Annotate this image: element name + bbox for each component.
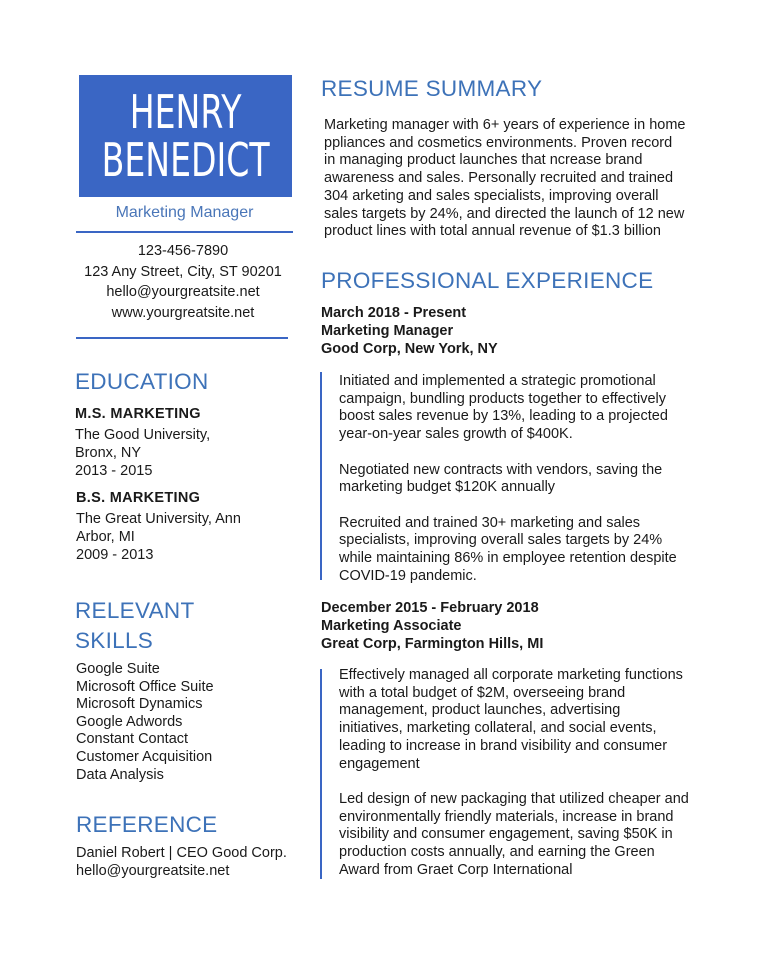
divider (76, 231, 293, 233)
list-item: Google Adwords (76, 713, 183, 730)
summary-line: sales targets by 24%, and directed the launch of 12 new (324, 205, 685, 222)
paragraph-gap (339, 497, 677, 515)
description-line: production costs annually, and earning the Green (339, 844, 655, 861)
paragraph-gap (339, 444, 677, 462)
summary-line: ppliances and cosmetics environments. Proven record (324, 134, 673, 151)
reference-email: hello@yourgreatsite.net (76, 863, 230, 879)
description-line: Award from Graet Corp International (339, 861, 573, 878)
job-description (339, 667, 689, 879)
summary-line: Marketing manager with 6+ years of experience in home (324, 117, 686, 133)
job-title: Marketing Manager (115, 204, 254, 221)
description-line: boost sales revenue by 13%, leading to a projected (339, 408, 668, 425)
job-title: Marketing Associate (321, 618, 462, 634)
divider (76, 337, 288, 339)
description-line: management, product launches, advertising (339, 702, 621, 719)
description-line: initiatives, marketing collateral, and social events, (339, 720, 657, 737)
description-line: Effectively managed all corporate marketing functions (339, 667, 683, 683)
phone: 123-456-7890 (137, 243, 229, 259)
description-line: leading to increase in brand visibility and consumer (339, 737, 668, 754)
job-description (339, 373, 677, 585)
description-line: with a total budget of $2M, overseeing brand (339, 684, 626, 701)
list-item: Data Analysis (76, 766, 164, 783)
summary-line: in managing product launches that ncrease brand (324, 152, 643, 169)
job-dates: December 2015 - February 2018 (321, 600, 539, 616)
summary-line: awareness and sales. Personally recruited and trained (324, 170, 674, 187)
job-header (321, 304, 498, 358)
reference-block (76, 844, 287, 880)
list-item: Google Suite (76, 661, 160, 677)
skills-heading (75, 596, 195, 656)
list-item: Constant Contact (76, 731, 189, 748)
last-name: BENEDICT (101, 133, 270, 187)
contact-block (76, 241, 290, 323)
school: The Good University, (75, 427, 211, 443)
job-accent-bar (320, 669, 322, 879)
paragraph-gap (339, 773, 689, 791)
degree: B.S. MARKETING (76, 490, 201, 506)
email: hello@yourgreatsite.net (106, 284, 260, 300)
name-banner (79, 75, 292, 197)
description-line: year-on-year sales growth of $400K. (339, 426, 573, 443)
job-title: Marketing Manager (321, 323, 454, 339)
skills-heading-line1: RELEVANT (75, 598, 195, 623)
description-line: visibility and consumer engagement, saving $50K in (339, 826, 673, 843)
description-line: specialists, improving overall sales targets by 24% (339, 532, 663, 549)
education-entry (76, 490, 241, 564)
summary-heading: RESUME SUMMARY (321, 76, 543, 101)
description-line: Negotiated new contracts with vendors, saving the (339, 461, 663, 478)
description-line: marketing budget $120K annually (339, 479, 556, 496)
summary-text (324, 117, 694, 241)
description-line: Led design of new packaging that utilized cheaper and (339, 790, 689, 807)
list-item: Customer Acquisition (76, 748, 213, 765)
description-line: campaign, bundling products together to effectively (339, 390, 666, 407)
description-line: Recruited and trained 30+ marketing and sales (339, 514, 641, 531)
summary-line: 304 arketing and sales specialists, improving overall (324, 187, 659, 204)
job-accent-bar (320, 372, 322, 580)
school-location: Arbor, MI (76, 529, 135, 545)
job-dates: March 2018 - Present (321, 305, 467, 321)
education-entry (75, 406, 210, 480)
reference-heading: REFERENCE (76, 812, 218, 837)
skills-heading-line2: SKILLS (75, 628, 154, 653)
description-line: engagement (339, 755, 420, 772)
years: 2009 - 2013 (76, 547, 154, 563)
education-heading: EDUCATION (75, 369, 209, 394)
description-line: COVID-19 pandemic. (339, 567, 477, 584)
school: The Great University, Ann (76, 511, 241, 527)
degree: M.S. MARKETING (75, 406, 201, 422)
summary-line: product lines with total annual revenue of $1.3 billion (324, 223, 661, 240)
job-header (321, 599, 543, 653)
experience-heading: PROFESSIONAL EXPERIENCE (321, 268, 654, 293)
description-line: while maintaining 86% in employee retention despite (339, 550, 677, 566)
skills-list (76, 661, 214, 784)
description-line: environmentally friendly materials, increase in brand (339, 808, 674, 825)
school-location: Bronx, NY (75, 445, 142, 461)
list-item: Microsoft Dynamics (76, 696, 203, 713)
description-line: Initiated and implemented a strategic promotional (339, 373, 656, 389)
list-item: Microsoft Office Suite (76, 678, 214, 695)
website: www.yourgreatsite.net (111, 304, 255, 321)
first-name: HENRY (129, 85, 242, 139)
job-company: Good Corp, New York, NY (321, 341, 498, 357)
address: 123 Any Street, City, ST 90201 (84, 263, 282, 280)
reference-name: Daniel Robert | CEO Good Corp. (76, 845, 287, 861)
years: 2013 - 2015 (75, 463, 153, 479)
job-company: Great Corp, Farmington Hills, MI (321, 636, 544, 652)
